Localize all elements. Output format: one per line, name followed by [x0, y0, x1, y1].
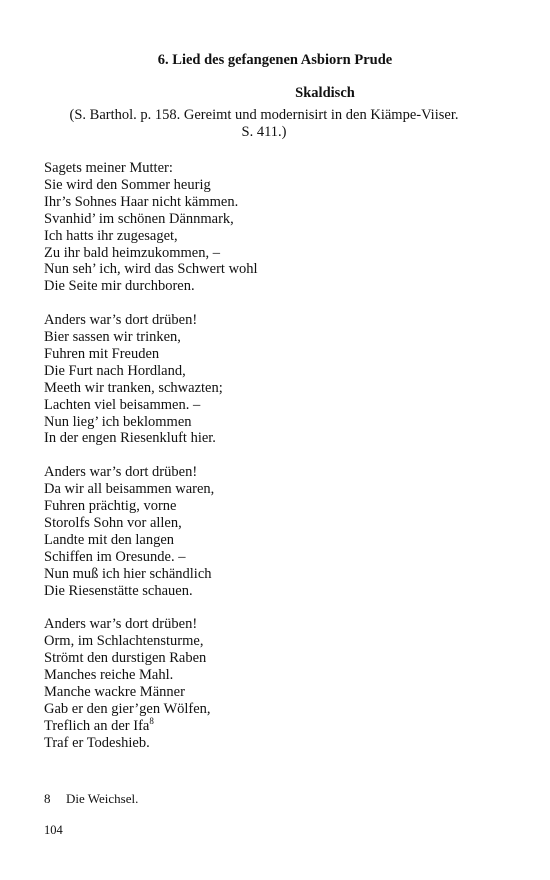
poem-line: Nun seh’ ich, wird das Schwert wohl	[44, 261, 258, 278]
poem-line: Sie wird den Sommer heurig	[44, 176, 211, 193]
stanza-3	[44, 464, 514, 599]
footnote-reference[interactable]: 8	[149, 716, 154, 727]
footnote-text: Die Weichsel.	[66, 791, 139, 806]
poem-line: Schiffen im Oresunde. –	[44, 548, 186, 565]
poem-title: 6. Lied des gefangenen Asbiorn Prude	[157, 52, 393, 68]
poem-subtitle: Skaldisch	[295, 85, 355, 101]
poem-body	[44, 160, 514, 769]
poem-line: Bier sassen wir trinken,	[44, 329, 181, 346]
poem-line-text: Treflich an der Ifa	[44, 717, 150, 734]
poem-line: Nun muß ich hier schändlich	[44, 565, 212, 582]
poem-line: Da wir all beisammen waren,	[44, 481, 215, 498]
poem-line: Anders war’s dort drüben!	[44, 464, 198, 481]
poem-line: Traf er Todeshieb.	[44, 734, 150, 751]
source-note	[44, 107, 484, 141]
poem-line: Zu ihr bald heimzukommen, –	[44, 244, 220, 261]
poem-line: Anders war’s dort drüben!	[44, 312, 198, 329]
poem-line: Landte mit den langen	[44, 531, 175, 548]
footnote	[44, 791, 138, 807]
stanza-2	[44, 312, 514, 447]
poem-line: Lachten viel beisammen. –	[44, 396, 201, 413]
stanza-1	[44, 160, 514, 295]
poem-line: Fuhren mit Freuden	[44, 345, 160, 362]
poem-line: Manche wackre Männer	[44, 684, 185, 701]
poem-line: Strömt den durstigen Raben	[44, 650, 207, 667]
poem-line: Ihr’s Sohnes Haar nicht kämmen.	[44, 193, 239, 210]
poem-line: Die Riesenstätte schauen.	[44, 582, 193, 599]
poem-line: Orm, im Schlachtensturme,	[44, 633, 204, 650]
source-note-line-1: (S. Barthol. p. 158. Gereimt und modernisirt in den Kiämpe-Viiser.	[69, 107, 459, 123]
footnote-number: 8	[44, 791, 51, 806]
poem-line: Ich hatts ihr zugesaget,	[44, 227, 178, 244]
stanza-4	[44, 616, 514, 751]
poem-line: Svanhid’ im schönen Dännmark,	[44, 210, 234, 227]
poem-line: Die Furt nach Hordland,	[44, 362, 186, 379]
poem-line: Gab er den gier’gen Wölfen,	[44, 700, 211, 717]
poem-line: In der engen Riesenkluft hier.	[44, 430, 216, 447]
poem-line: Sagets meiner Mutter:	[44, 160, 173, 176]
source-note-line-2: S. 411.)	[241, 124, 287, 140]
poem-line: Meeth wir tranken, schwazten;	[44, 379, 223, 396]
poem-line: Anders war’s dort drüben!	[44, 616, 198, 633]
poem-line: Fuhren prächtig, vorne	[44, 498, 177, 515]
poem-line: Die Seite mir durchboren.	[44, 278, 195, 295]
page-number: 104	[44, 823, 63, 837]
poem-line: Storolfs Sohn vor allen,	[44, 515, 182, 531]
poem-line	[44, 718, 514, 735]
poem-line: Nun lieg’ ich beklommen	[44, 413, 192, 430]
poem-line: Manches reiche Mahl.	[44, 667, 174, 684]
